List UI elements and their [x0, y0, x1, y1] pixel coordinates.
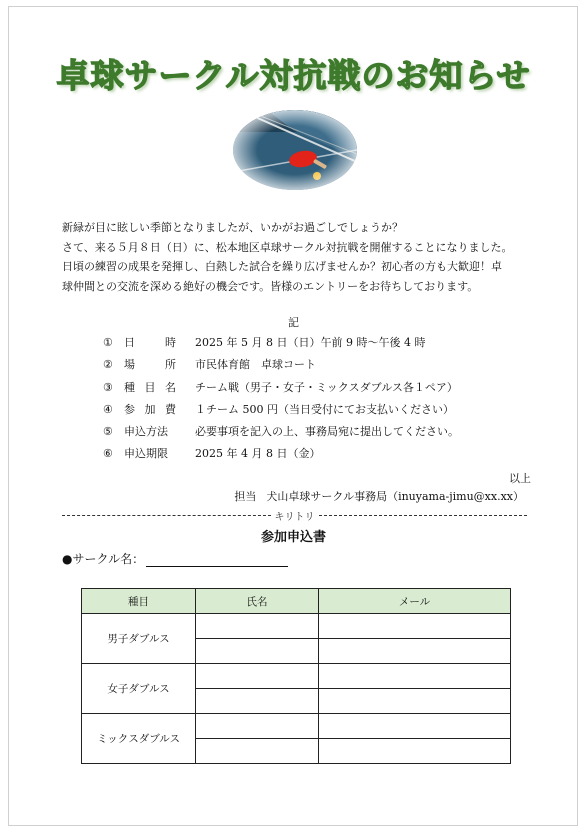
table-row — [82, 664, 511, 689]
table-row — [82, 614, 511, 639]
category-mens-doubles: 男子ダブルス — [82, 614, 196, 664]
ping-pong-paddle-ball-photo — [233, 110, 357, 190]
detail-row-venue — [103, 355, 543, 377]
detail-number: ① — [103, 336, 113, 349]
header-name: 氏名 — [196, 589, 319, 614]
header-email: メール — [319, 589, 511, 614]
detail-row-method — [103, 422, 543, 444]
email-cell[interactable] — [319, 639, 511, 664]
name-cell[interactable] — [196, 614, 319, 639]
ijo-closing: 以上 — [509, 472, 531, 485]
intro-line: 日頃の練習の成果を発揮し、白熱した試合を繰り広げませんか？初心者の方も大歓迎！卓 — [62, 260, 502, 274]
email-cell[interactable] — [319, 739, 511, 764]
detail-value: １チーム 500 円（当日受付にてお支払いください） — [195, 402, 454, 416]
detail-value: 必要事項を記入の上、事務局宛に提出してください。 — [195, 425, 459, 439]
detail-number: ⑥ — [103, 447, 113, 461]
intro-line: さて、来る５月８日（日）に、松本地区卓球サークル対抗戦を開催することになりました。 — [62, 240, 513, 254]
ki-heading: 記 — [288, 316, 299, 329]
detail-number: ⑤ — [103, 425, 113, 439]
detail-label-char: 費 — [165, 402, 176, 416]
detail-value: 市民体育館 卓球コート — [195, 358, 316, 372]
category-womens-doubles: 女子ダブルス — [82, 664, 196, 714]
table-header-row — [82, 589, 511, 614]
name-cell[interactable] — [196, 739, 319, 764]
circle-name-label: ●サークル名： — [62, 552, 145, 566]
detail-label-char: 目 — [144, 380, 156, 394]
detail-row-deadline — [103, 444, 543, 466]
intro-line: 球仲間との交流を深める絶好の機会です。皆様のエントリーをお待ちしております。 — [62, 280, 479, 294]
page-title: 卓球サークル対抗戦のお知らせ — [56, 56, 531, 95]
application-form-title: 参加申込書 — [260, 530, 326, 545]
detail-label-char: 種 — [124, 380, 135, 394]
detail-number: ④ — [103, 402, 113, 416]
name-cell[interactable] — [196, 639, 319, 664]
contact-line — [234, 488, 524, 504]
header-event: 種目 — [82, 589, 196, 614]
detail-label — [124, 355, 195, 377]
category-mixed-doubles: ミックスダブルス — [82, 714, 196, 764]
table-row — [82, 714, 511, 739]
detail-label — [124, 400, 195, 422]
detail-value: 2025 年 4 月 8 日（金） — [195, 447, 321, 461]
detail-row-fee — [103, 400, 543, 422]
detail-label-char: 加 — [144, 402, 156, 416]
cut-line-dash — [62, 515, 271, 516]
email-cell[interactable] — [319, 614, 511, 639]
detail-label-char: 参 — [124, 402, 135, 416]
detail-label-char: 場 — [124, 358, 135, 372]
detail-label — [124, 378, 195, 400]
email-cell[interactable] — [319, 714, 511, 739]
intro-line: 新緑が目に眩しい季節となりましたが、いかがお過ごしでしょうか？ — [62, 221, 403, 234]
detail-value: チーム戦（男子・女子・ミックスダブルス各１ペア） — [195, 380, 458, 394]
circle-name-row — [62, 550, 288, 567]
detail-number: ② — [103, 358, 113, 372]
contact-label: 担当 — [234, 490, 257, 503]
detail-label-char: 時 — [165, 336, 176, 349]
entry-table — [81, 588, 511, 764]
details-list — [103, 333, 543, 467]
detail-label — [124, 333, 195, 355]
contact-value: 犬山卓球サークル事務局（inuyama-jimu@xx.xx） — [266, 490, 524, 503]
intro-text — [62, 218, 532, 297]
name-cell[interactable] — [196, 689, 319, 714]
detail-label-char: 名 — [165, 380, 176, 394]
detail-label: 申込期限 — [124, 447, 168, 461]
cut-line — [62, 508, 527, 522]
detail-number: ③ — [103, 380, 113, 394]
detail-label: 申込方法 — [124, 425, 168, 439]
name-cell[interactable] — [196, 714, 319, 739]
name-cell[interactable] — [196, 664, 319, 689]
email-cell[interactable] — [319, 664, 511, 689]
detail-label-char: 日 — [124, 336, 135, 349]
detail-row-date — [103, 333, 543, 355]
email-cell[interactable] — [319, 689, 511, 714]
detail-label-char: 所 — [165, 358, 176, 372]
circle-name-field[interactable] — [146, 551, 288, 567]
detail-row-event — [103, 378, 543, 400]
detail-value: 2025 年 5 月 8 日（日）午前 9 時〜午後 4 時 — [195, 336, 426, 349]
cut-line-label: キリトリ — [274, 511, 315, 523]
cut-line-dash — [319, 515, 528, 516]
